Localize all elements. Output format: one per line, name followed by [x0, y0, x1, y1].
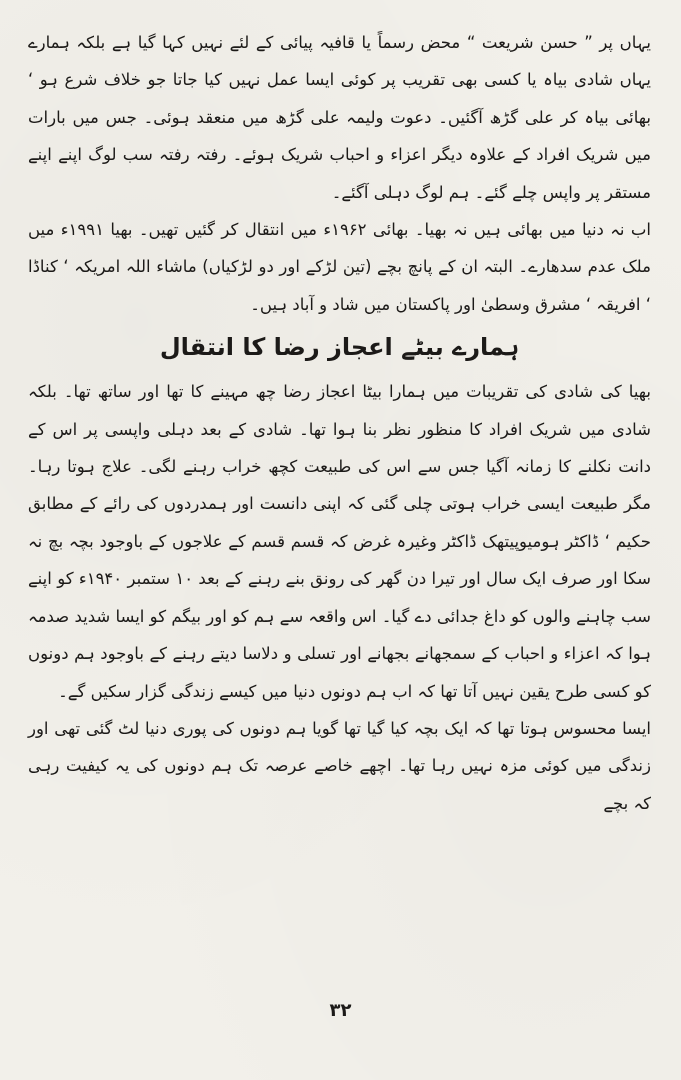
section-heading: ہمارے بیٹے اعجاز رضا کا انتقال: [159, 333, 520, 362]
paragraph-wedding: یہاں پر ” حسن شریعت “ محض رسماً یا قافیہ پیائی کے لئے نہیں کہا گیا ہے بلکہ ہمارے یہاں شادی بیاہ یا کسی بھی تقریب پر کوئی ایسا عمل نہیں کیا جاتا جو خلاف شرع ہو ‘ بھائی بیاہ کر علی گڑھ آگئیں۔ دعوت ولیمہ علی گڑھ میں منعقد ہوئی۔ جس میں بارات میں شریک افراد کے علاوہ دیگر اعزاء و احباب شریک ہوئے۔ رفتہ رفتہ سب لوگ اپنے اپنے مستقر پر واپس چلے گئے۔ ہم لوگ دہلی آگئے۔: [28, 33, 651, 202]
paragraph-son-death: بھیا کی شادی کی تقریبات میں ہمارا بیٹا اعجاز رضا چھ مہینے کا تھا اور ساتھ تھا۔ بلکہ شادی میں شریک افراد کا منظور نظر بنا ہوا تھا۔ شادی کے بعد دہلی واپسی پر اس کے دانت نکلنے کا زمانہ آگیا جس سے اس کی طبیعت کچھ خراب رہنے لگی۔ علاج ہوتا رہا۔ مگر طبیعت ایسی خراب ہوتی چلی گئی کہ اپنی دانست اور ہمدردوں کی رائے کے مطابق حکیم ‘ ڈاکٹر ہومیوپیتھک ڈاکٹر وغیرہ غرض کہ قسم قسم کے علاجوں کے باوجود بچہ بچ نہ سکا اور صرف ایک سال اور تیرا دن گھر کی رونق بنے رہنے کے بعد ۱۰ ستمبر ۱۹۴۰ء کو اپنے سب چاہنے والوں کو داغ جدائی دے گیا۔ اس واقعہ سے ہم کو اور بیگم کو ایسا شدید صدمہ ہوا کہ اعزاء و احباب کے سمجھانے بجھانے اور تسلی و دلاسا دیتے رہنے کے باوجود ہم دونوں کو کسی طرح یقین نہیں آتا تھا کہ اب ہم دونوں دنیا میں کیسے زندگی گزار سکیں گے۔: [28, 382, 652, 701]
paragraph-grief: ایسا محسوس ہوتا تھا کہ ایک بچہ کیا گیا تھا گویا ہم دونوں کی پوری دنیا لٹ گئی تھی اور زندگی میں کوئی مزہ نہیں رہا تھا۔ اچھے خاصے عرصہ تک ہم دونوں کی یہ کیفیت رہی کہ بچے: [28, 718, 651, 813]
paragraph-siblings: اب نہ دنیا میں بھائی ہیں نہ بھیا۔ بھائی ۱۹۶۲ء میں انتقال کر گئیں تھیں۔ بھیا ۱۹۹۱ء میں ملک عدم سدھارے۔ البتہ ان کے پانچ بچے (تین لڑکے اور دو لڑکیاں) ماشاء اللہ امریکہ ‘ کناڈا ‘ افریقہ ‘ مشرق وسطیٰ اور پاکستان میں شاد و آباد ہیں۔: [28, 220, 651, 314]
page-number: ۳۲: [329, 1000, 352, 1021]
section-son: [28, 373, 651, 822]
section-family: [28, 24, 651, 323]
